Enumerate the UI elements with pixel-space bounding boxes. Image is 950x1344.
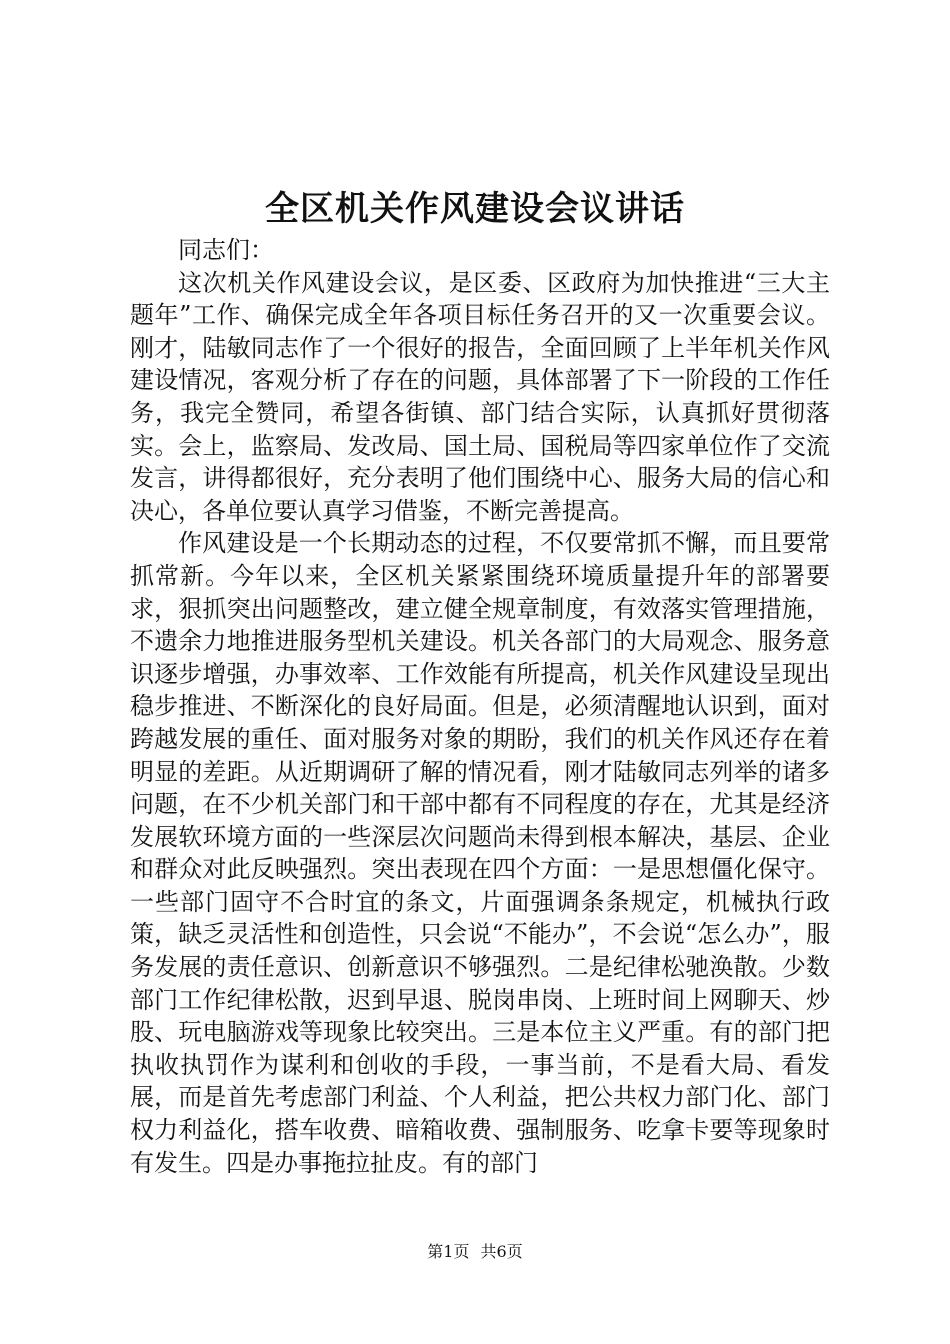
document-body: [130, 234, 830, 1179]
page-number: 第1页 共6页: [427, 1242, 523, 1261]
salutation: 同志们：: [178, 236, 274, 264]
page-title: 全区机关作风建设会议讲话: [265, 189, 685, 229]
paragraph: 作风建设是一个长期动态的过程，不仅要常抓不懈，而且要常抓常新。今年以来，全区机关紧紧围绕环境质量提升年的部署要求，狠抓突出问题整改，建立健全规章制度，有效落实管理措施，不遗余力地推进服务型机关建设。机关各部门的大局观念、服务意识逐步增强，办事效率、工作效能有所提高，机关作风建设呈现出稳步推进、不断深化的良好局面。但是，必须清醒地认识到，面对跨越发展的重任、面对服务对象的期盼，我们的机关作风还存在着明显的差距。从近期调研了解的情况看，刚才陆敏同志列举的诸多问题，在不少机关部门和干部中都有不同程度的存在，尤其是经济发展软环境方面的一些深层次问题尚未得到根本解决，基层、企业和群众对此反映强烈。突出表现在四个方面：一是思想僵化保守。一些部门固守不合时宜的条文，片面强调条条规定，机械执行政策，缺乏灵活性和创造性，只会说“不能办”，不会说“怎么办”，服务发展的责任意识、创新意识不够强烈。二是纪律松驰涣散。少数部门工作纪律松散，迟到早退、脱岗串岗、上班时间上网聊天、炒股、玩电脑游戏等现象比较突出。三是本位主义严重。有的部门把执收执罚作为谋利和创收的手段，一事当前，不是看大局、看发展，而是首先考虑部门利益、个人利益，把公共权力部门化、部门权力利益化，搭车收费、暗箱收费、强制服务、吃拿卡要等现象时有发生。四是办事拖拉扯皮。有的部门: [130, 529, 830, 1177]
paragraph: 这次机关作风建设会议，是区委、区政府为加快推进“三大主题年”工作、确保完成全年各项目标任务召开的又一次重要会议。刚才，陆敏同志作了一个很好的报告，全面回顾了上半年机关作风建设情况，客观分析了存在的问题，具体部署了下一阶段的工作任务，我完全赞同，希望各街镇、部门结合实际，认真抓好贯彻落实。会上，监察局、发改局、国土局、国税局等四家单位作了交流发言，讲得都很好，充分表明了他们围绕中心、服务大局的信心和决心，各单位要认真学习借鉴，不断完善提高。: [130, 268, 830, 525]
